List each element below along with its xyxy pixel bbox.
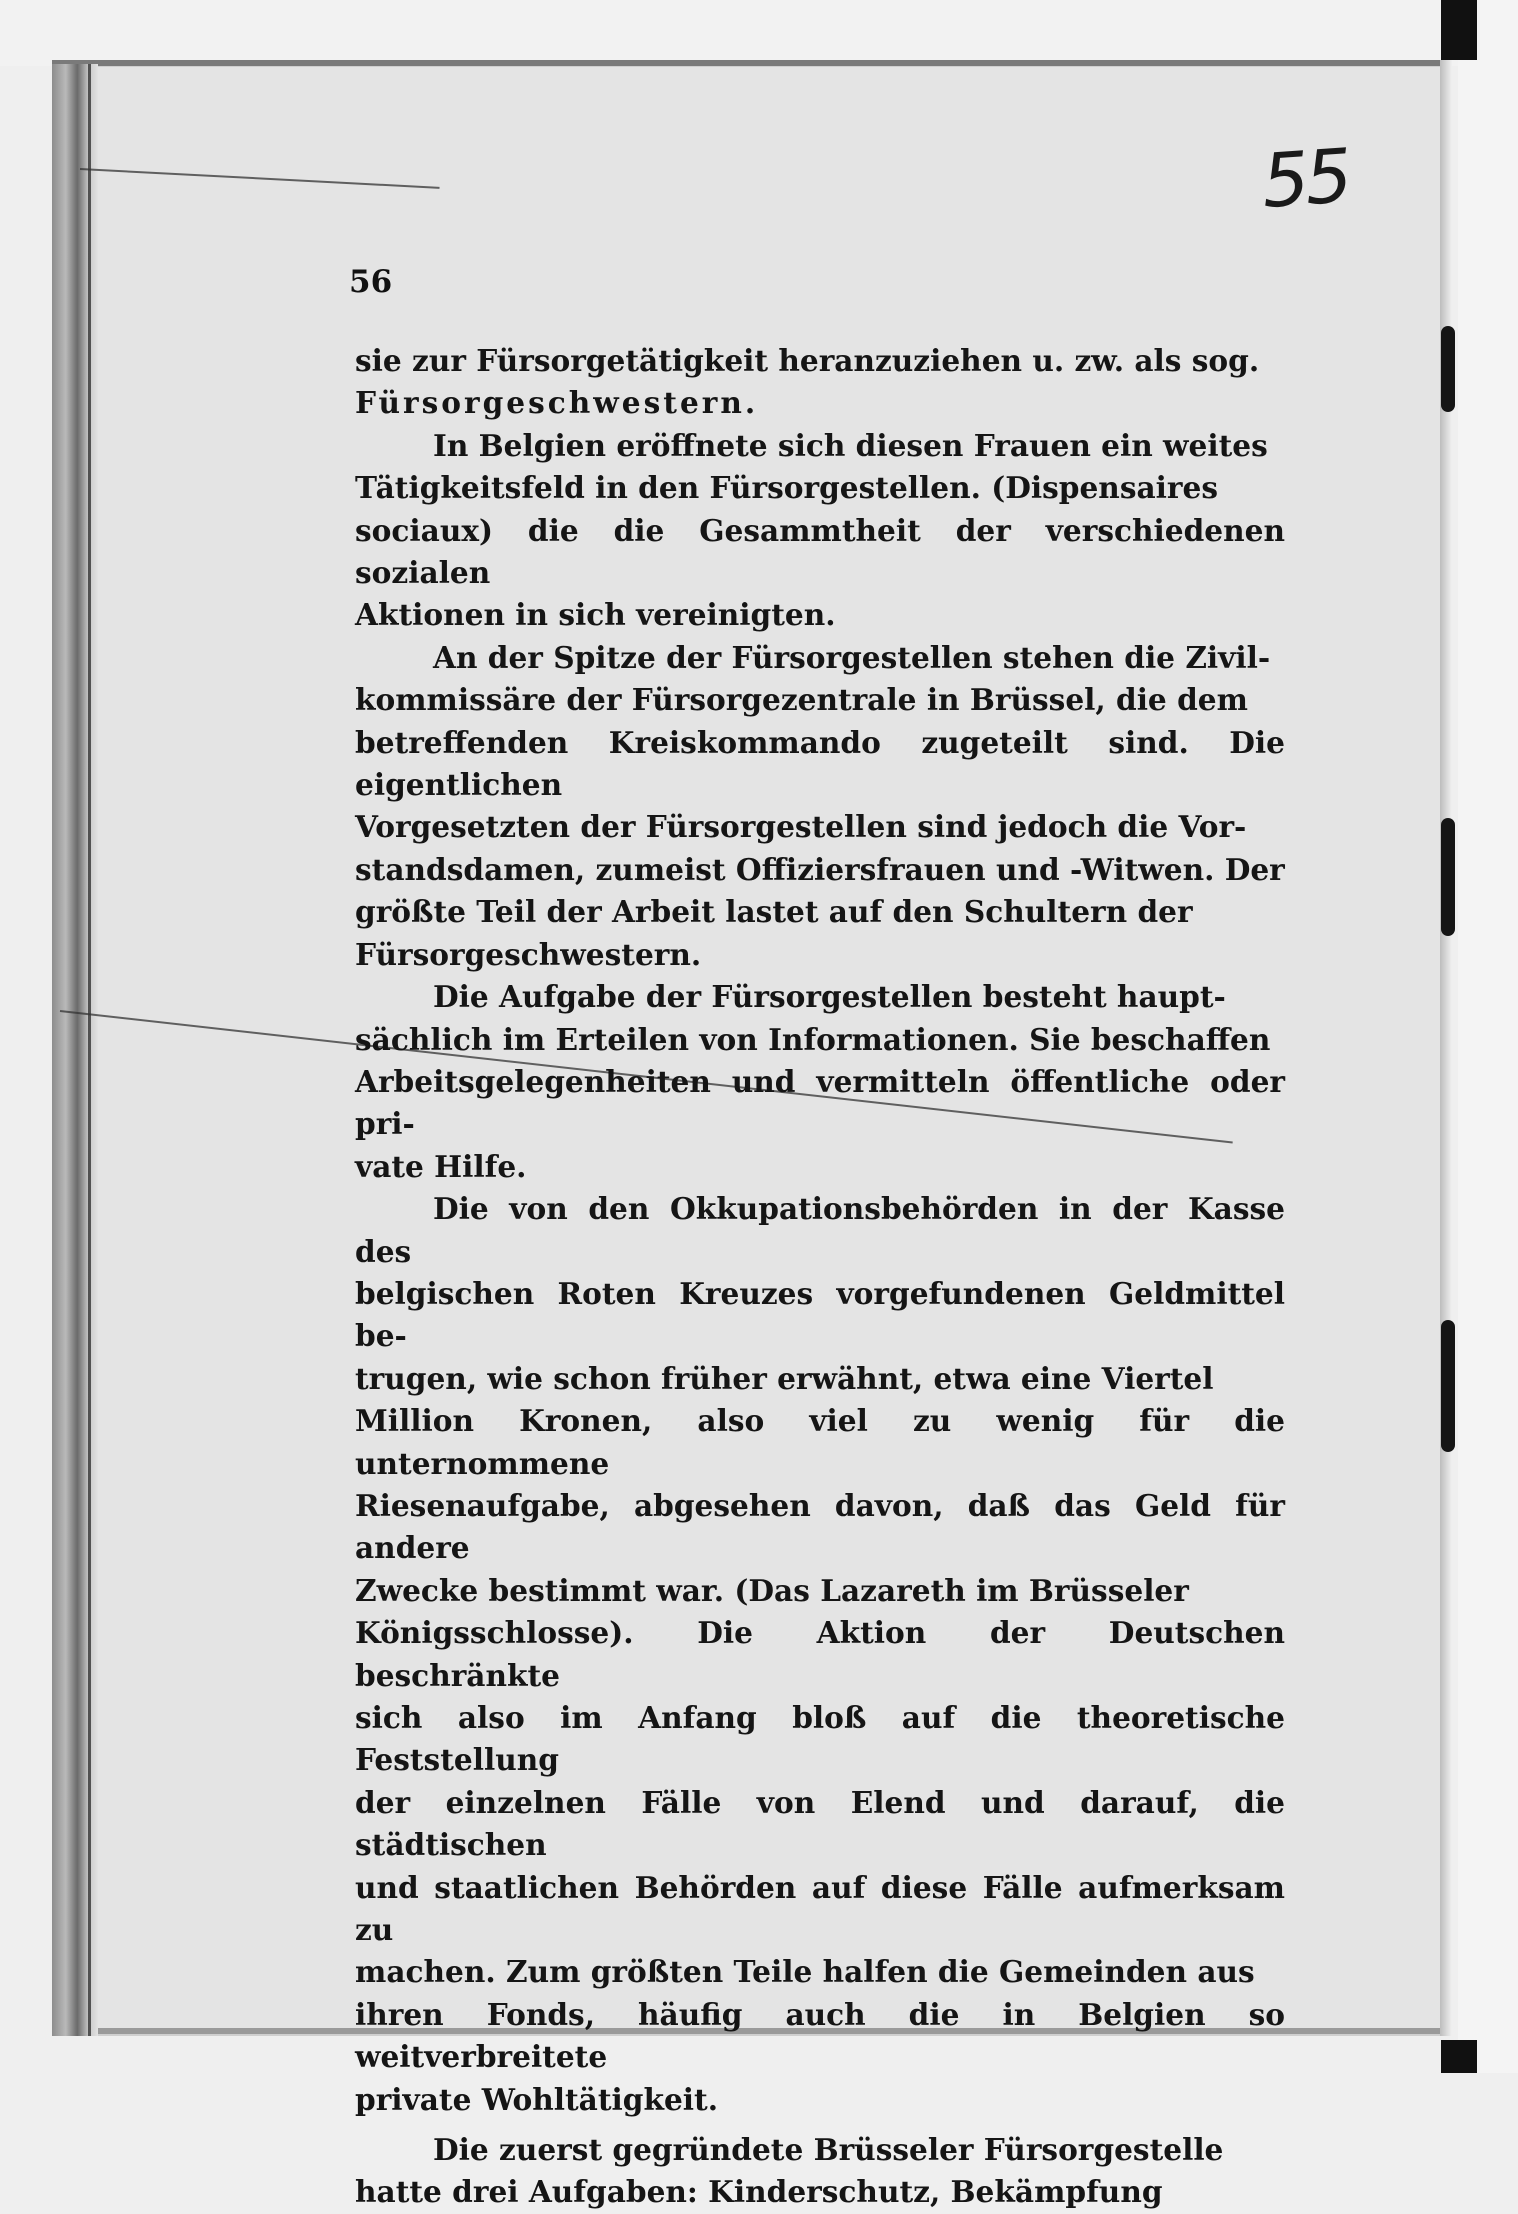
text-line: An der Spitze der Fürsorgestellen stehen die Zivil- <box>433 639 1271 675</box>
text-line: Die von den Okkupationsbehörden in der Kasse des <box>355 1191 1285 1269</box>
text-line: vate Hilfe. <box>355 1148 527 1184</box>
text-line: Fürsorgeschwestern. <box>355 385 759 421</box>
text-line: private Wohltätigkeit. <box>355 2081 719 2117</box>
text-line: betreffenden Kreiskommando zugeteilt sind. Die eigentlichen <box>355 724 1285 803</box>
text-line: sich also im Anfang bloß auf die theoretische Feststellung <box>355 1700 1285 1778</box>
paragraph <box>355 1188 1285 2121</box>
text-line: Fürsorgeschwestern. <box>355 936 702 972</box>
text-line: größte Teil der Arbeit lastet auf den Schultern der <box>355 894 1193 930</box>
text-line: belgischen Roten Kreuzes vorgefundenen Geldmittel be- <box>355 1275 1285 1354</box>
text-line: sie zur Fürsorgetätigkeit heranzuziehen u. zw. als sog. <box>355 343 1260 378</box>
text-line: Aktionen in sich vereinigten. <box>355 597 836 633</box>
paragraph <box>355 2129 1285 2214</box>
text-line: Die Aufgabe der Fürsorgestellen besteht haupt- <box>433 979 1226 1015</box>
text-line: Million Kronen, also viel zu wenig für die unternommene <box>355 1403 1285 1481</box>
paragraph <box>355 425 1285 637</box>
scan-right-margin <box>1458 0 1518 2073</box>
text-line: und staatlichen Behörden auf diese Fälle aufmerksam zu <box>355 1869 1285 1948</box>
scan-background <box>0 0 1518 66</box>
scan-border-mark <box>1441 0 1477 60</box>
body-text <box>355 340 1285 2214</box>
text-line: sociaux) die die Gesammtheit der verschiedenen sozialen <box>355 512 1285 591</box>
text-line: Riesenaufgabe, abgesehen davon, daß das Geld für andere <box>355 1487 1285 1566</box>
text-line: sächlich im Erteilen von Informationen. Sie beschaffen <box>355 1021 1271 1057</box>
text-line: hatte drei Aufgaben: Kinderschutz, Bekämpfung <box>355 2174 1163 2210</box>
text-line: Die zuerst gegründete Brüsseler Fürsorgestelle <box>433 2132 1224 2168</box>
text-line: Zwecke bestimmt war. (Das Lazareth im Brüsseler <box>355 1572 1189 1608</box>
clip-mark <box>1441 818 1455 936</box>
book-binding <box>52 64 98 2036</box>
text-line: Arbeitsgelegenheiten und vermitteln öffentliche oder pri- <box>355 1063 1285 1142</box>
text-line: Vorgesetzten der Fürsorgestellen sind jedoch die Vor- <box>355 809 1247 845</box>
text-line: Königsschlosse). Die Aktion der Deutschen beschränkte <box>355 1615 1285 1693</box>
clip-mark <box>1441 326 1455 412</box>
page-number: 56 <box>349 264 393 300</box>
text-line: Tätigkeitsfeld in den Fürsorgestellen. (Dispensaires <box>355 470 1218 506</box>
page-edge <box>52 60 1447 66</box>
scan-border-mark <box>1441 2040 1477 2073</box>
text-line: kommissäre der Fürsorgezentrale in Brüssel, die dem <box>355 682 1248 718</box>
text-line: trugen, wie schon früher erwähnt, etwa eine Viertel <box>355 1360 1214 1396</box>
text-line: der einzelnen Fälle von Elend und darauf, die städtischen <box>355 1784 1285 1863</box>
paragraph <box>355 976 1285 1188</box>
paragraph <box>355 340 1285 425</box>
clip-mark <box>1441 1320 1455 1452</box>
handwritten-folio: 55 <box>1259 133 1352 225</box>
text-line: ihren Fonds, häufig auch die in Belgien so weitverbreitete <box>355 1996 1285 2075</box>
binding-line <box>88 64 91 2036</box>
text-line: standsdamen, zumeist Offiziersfrauen und -Witwen. Der <box>355 851 1285 887</box>
text-line: In Belgien eröffnete sich diesen Frauen ein weites <box>433 427 1268 463</box>
paragraph <box>355 637 1285 976</box>
text-line: machen. Zum größten Teile halfen die Gemeinden aus <box>355 1954 1255 1990</box>
